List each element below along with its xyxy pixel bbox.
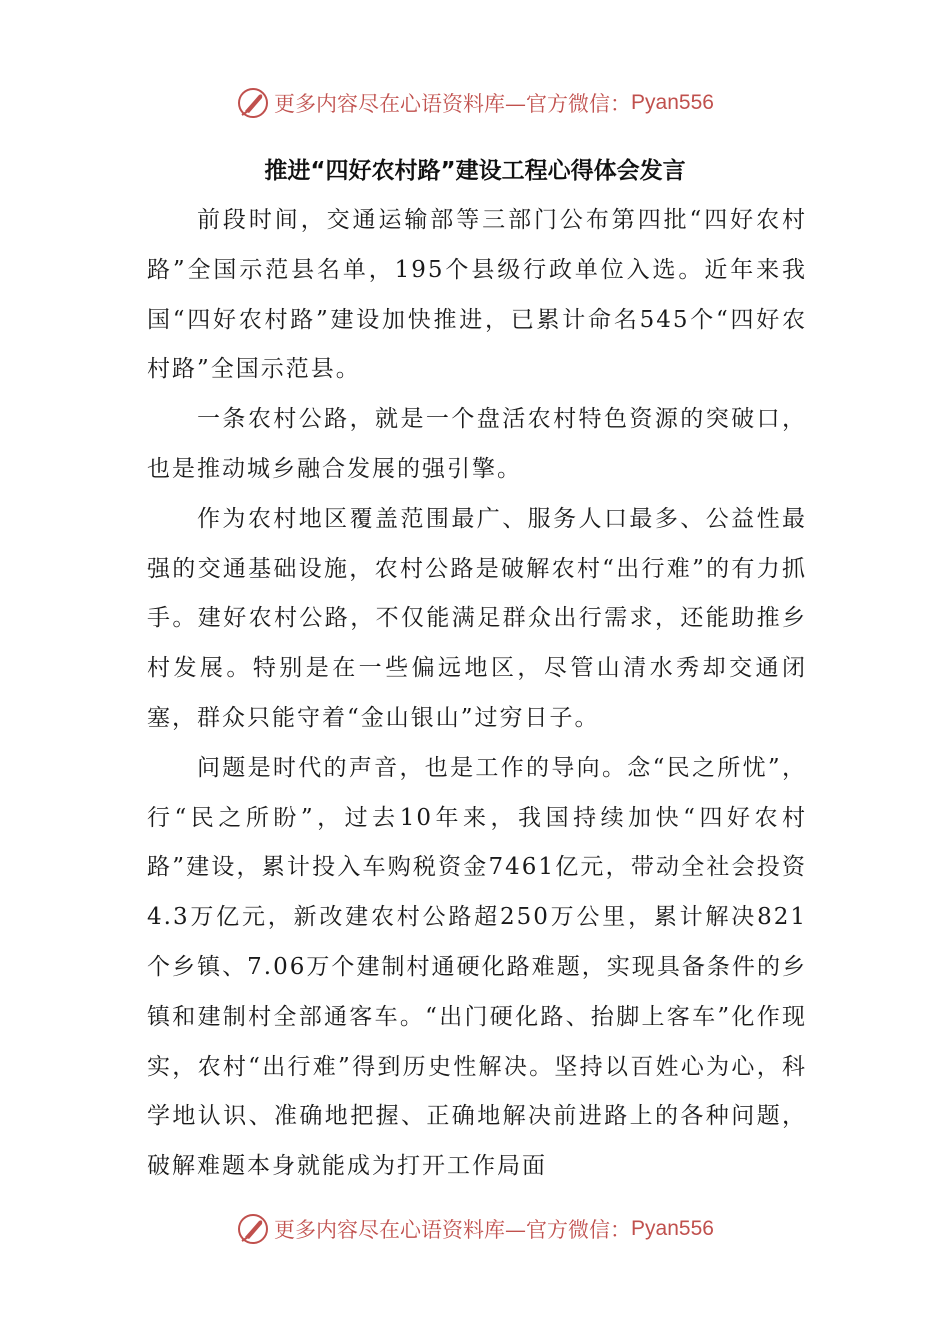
paragraph: 问题是时代的声音，也是工作的导向。念“民之所忧”，行“民之所盼”，过去10年来，我国持续加快“四好农村路”建设，累计投入车购税资金7461亿元，带动全社会投资4.3万亿元，新改建农村公路超250万公里，累计解决821个乡镇、7.06万个建制村通硬化路难题，实现具备条件的乡镇和建制村全部通客车。“出门硬化路、抬脚上客车”化作现实，农村“出行难”得到历史性解决。坚持以百姓心为心，科学地认识、准确地把握、正确地解决前进路上的各种问题，破解难题本身就能成为打开工作局面 [147, 754, 807, 1180]
paragraph: 一条农村公路，就是一个盘活农村特色资源的突破口，也是推动城乡融合发展的强引擎。 [147, 406, 807, 482]
header-watermark [0, 83, 950, 123]
watermark-text: 更多内容尽在心语资料库—官方微信： [274, 92, 632, 116]
quill-logo-icon [236, 1212, 270, 1246]
quill-logo-icon [236, 86, 270, 120]
document-title: 推进“四好农村路”建设工程心得体会发言 [264, 158, 686, 184]
footer-watermark [0, 1209, 950, 1249]
watermark-text: 更多内容尽在心语资料库—官方微信： [274, 1218, 632, 1242]
paragraph: 作为农村地区覆盖范围最广、服务人口最多、公益性最强的交通基础设施，农村公路是破解农村“出行难”的有力抓手。建好农村公路，不仅能满足群众出行需求，还能助推乡村发展。特别是在一些偏远地区，尽管山清水秀却交通闭塞，群众只能守着“金山银山”过穷日子。 [147, 505, 807, 731]
watermark-wechat-id: Pyan556 [631, 91, 714, 114]
watermark-wechat-id: Pyan556 [631, 1217, 714, 1240]
document-body [147, 196, 807, 1192]
paragraph: 前段时间，交通运输部等三部门公布第四批“四好农村路”全国示范县名单，195个县级行政单位入选。近年来我国“四好农村路”建设加快推进，已累计命名545个“四好农村路”全国示范县。 [147, 207, 807, 383]
